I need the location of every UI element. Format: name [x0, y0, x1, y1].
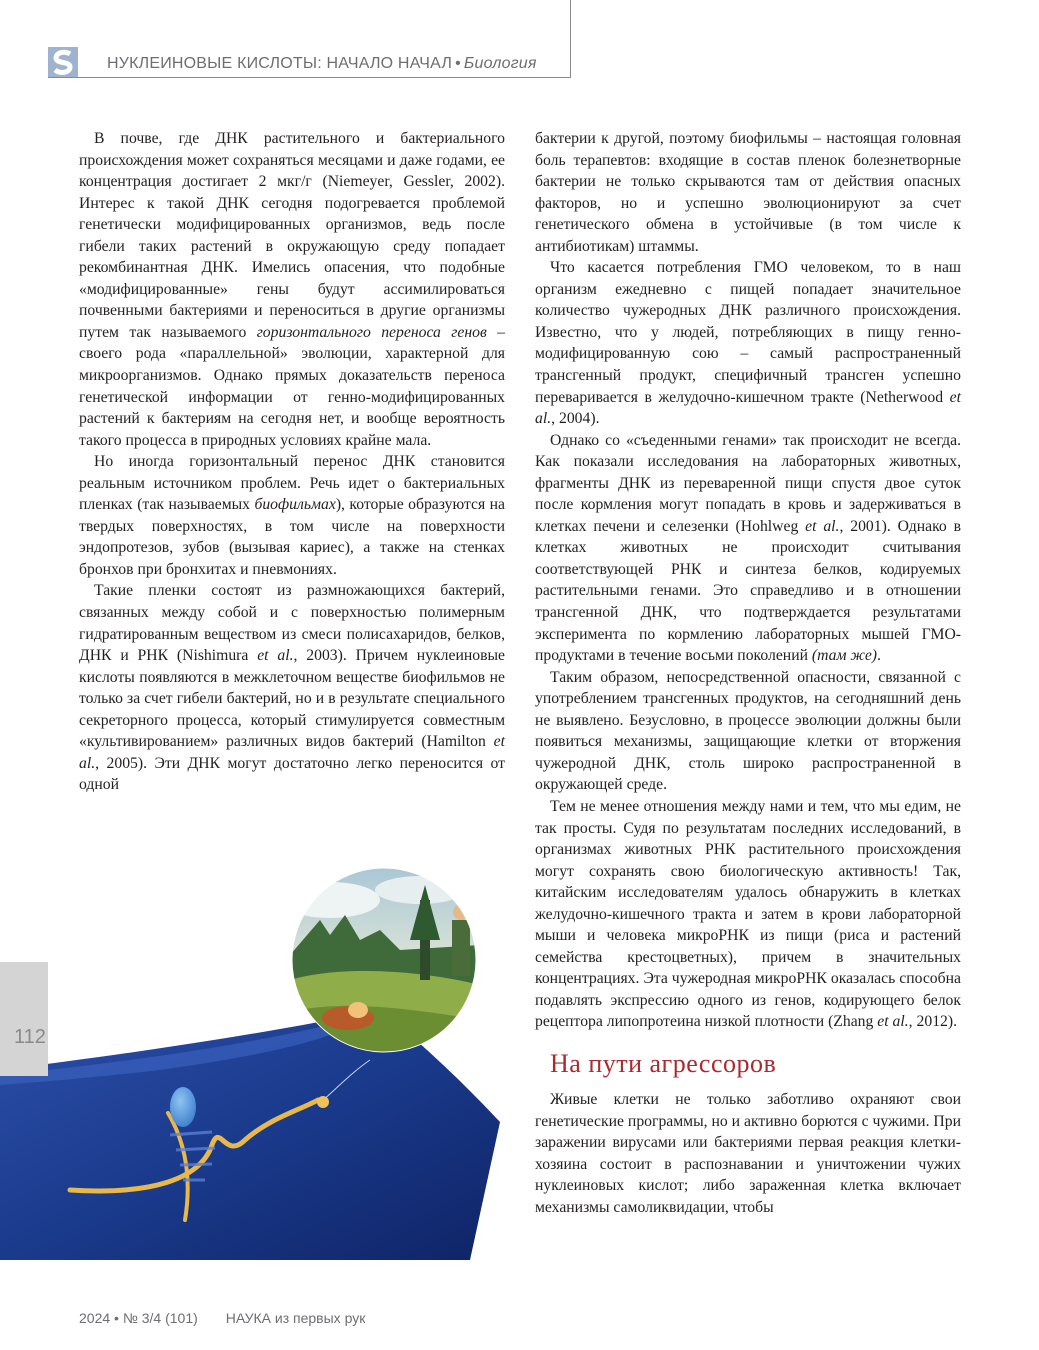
section-heading: На пути агрессоров: [550, 1048, 777, 1078]
right-paragraph-3: [535, 430, 961, 667]
illustration: [0, 860, 540, 1260]
footer: [79, 1310, 365, 1326]
italic-term: горизонтального переноса генов: [256, 323, 487, 341]
right-paragraph-4: Таким образом, непосредственной опасности, связанной с употреблением трансгенных продуктов, на сегодняшний день не выявлено. Безусловно, в процессе эволюции должны были появиться механизмы, защищающие клетки от вторжения чужеродной ДНК, столь широко распространенной в окружающей среде.: [535, 668, 961, 794]
text-run: , 2001). Однако в клетках животных не происходит считывания соответствующей РНК и синтеза белков, кодируемых растительными генами. Это справедливо и в отношении трансгенной ДНК, что подтверждается результатами эксперимента по кормлению лабораторных мышей ГМО-продуктами в течение восьми поколений: [535, 517, 962, 665]
text-run: В почве, где ДНК растительного и бактериального происхождения может сохраняться месяцами и даже годами, ее концентрация достигает 2 мкг/г (Niemeyer, Gessler, 2002). Интерес к такой ДНК сегодня подогревается проблемой генетически модифицированных организмов, ведь после гибели таких растений в окружающую среду попадает рекомбинантная ДНК. Имелись опасения, что подобные «модифицированные» гены будут ассимилироваться почвенными бактериями и переноситься в другие организмы путем так называемого: [79, 130, 505, 341]
right-paragraph-5: [535, 796, 961, 1033]
footer-magazine: НАУКА из первых рук: [225, 1310, 366, 1326]
page-number-bar: [0, 962, 48, 1076]
italic-term: et al.: [877, 1013, 909, 1031]
italic-term: et al.: [79, 733, 505, 772]
left-paragraph-2: [79, 451, 505, 580]
header-section: Биология: [463, 55, 537, 72]
text-run: ), которые образуются на твердых поверхностях, в том числе на поверхности эндопротезов, зубов (вызывая кариес), а также на стенках бронхов при бронхитах и пневмониях.: [79, 496, 505, 578]
text-run: Однако со «съеденными генами» так происходит не всегда. Как показали исследования на лабораторных животных, фрагменты ДНК из переваренной пищи спустя двое суток после кормления могут попадать в кровь и задерживаться в клетках печени и селезенки (Hohlweg: [535, 431, 961, 535]
right-paragraph-2: [535, 257, 961, 429]
text-run: – своего рода «параллельной» эволюции, характерной для микроорганизмов. Однако прямых доказательств переноса генетической информации от генно-модифицированных растений к бактериям на сегодня нет, и вообще вероятность такого процесса в природных условиях крайне мала.: [79, 323, 506, 449]
italic-term: et al.: [805, 517, 840, 535]
text-run: , 2003). Причем нуклеиновые кислоты появляются в межклеточном веществе биофильмов не только за счет гибели бактерий, но и в результате специального секреторного процесса, который стимулируется совместным «культивированием» различных видов бактерий (Hamilton: [79, 647, 505, 751]
left-paragraph-3: [79, 580, 505, 795]
text-run: Такие пленки состоят из размножающихся бактерий, связанных между собой и с поверхностью полимерным гидратированным веществом из смеси полисахаридов, белков, ДНК и РНК (Nishimura: [79, 582, 505, 665]
italic-term: (там же): [811, 647, 878, 665]
text-run: , 2004).: [551, 410, 600, 428]
running-header: [107, 55, 537, 73]
page-number: 112: [14, 1026, 46, 1048]
right-paragraph-1: бактерии к другой, поэтому биофильмы – настоящая головная боль терапевтов: входящие в состав пленок болезнетворные бактерии не только скрываются там от действия опасных факторов, но и успешно эволюционируют за счет генетического обмена в устойчивые (в том числе к антибиотикам) штаммы.: [535, 130, 961, 255]
italic-term: биофильмах: [254, 496, 336, 514]
text-run: , 2012).: [908, 1013, 958, 1031]
header-separator: •: [455, 55, 461, 72]
footer-issue: 2024 • № 3/4 (101): [79, 1310, 198, 1326]
italic-term: et al.: [257, 647, 294, 665]
text-run: Что касается потребления ГМО человеком, то в наш организм ежедневно с пищей попадает значительное количество чужеродных ДНК различного происхождения. Известно, что у людей, потребляющих в пищу генно-модифицированную сою – самый распространенный трансгенный продукт, специфичный трансген успешно переваривается в желудочно-кишечном тракте (Netherwood: [535, 259, 961, 406]
left-text-column: [79, 128, 505, 796]
text-run: Но иногда горизонтальный перенос ДНК становится реальным источником проблем. Речь идет о бактериальных пленках (так называемых: [79, 453, 505, 514]
right-paragraph-6: Живые клетки не только заботливо охраняют свои генетические программы, но и активно борются с чужими. При заражении вирусами или бактериями первая реакция клетки-хозяина состоит в распознавании и уничтожении чужих нуклеиновых кислот; либо зараженная клетка включает механизмы самоликвидации, чтобы: [535, 1090, 961, 1216]
text-run: , 2005). Эти ДНК могут достаточно легко переносится от одной: [79, 754, 505, 794]
italic-term: et al.: [535, 388, 961, 428]
text-run: Тем не менее отношения между нами и тем, что мы едим, не так просты. Судя по результатам последних исследований, в организмах животных РНК растительного происхождения могут сохранять свою биологическую активность! Так, китайским исследователям удалось обнаружить в клетках желудочно-кишечного тракта и затем в крови лабораторной мыши и человека микроРНК из пищи (риса и растений семейства крестоцветных), причем в значительных концентрациях. Эта чужеродная микроРНК оказалась способна подавлять экспрессию одного из генов, кодирующего белок рецептора липопротеина низкой плотности (Zhang: [535, 797, 961, 1031]
text-run: .: [877, 647, 881, 665]
journal-logo-icon: [48, 47, 78, 77]
left-paragraph-1: [79, 128, 505, 451]
header-title: НУКЛЕИНОВЫЕ КИСЛОТЫ: НАЧАЛО НАЧАЛ: [107, 55, 453, 72]
right-text-column: [535, 128, 961, 1218]
droplet-shape: [170, 1087, 196, 1127]
